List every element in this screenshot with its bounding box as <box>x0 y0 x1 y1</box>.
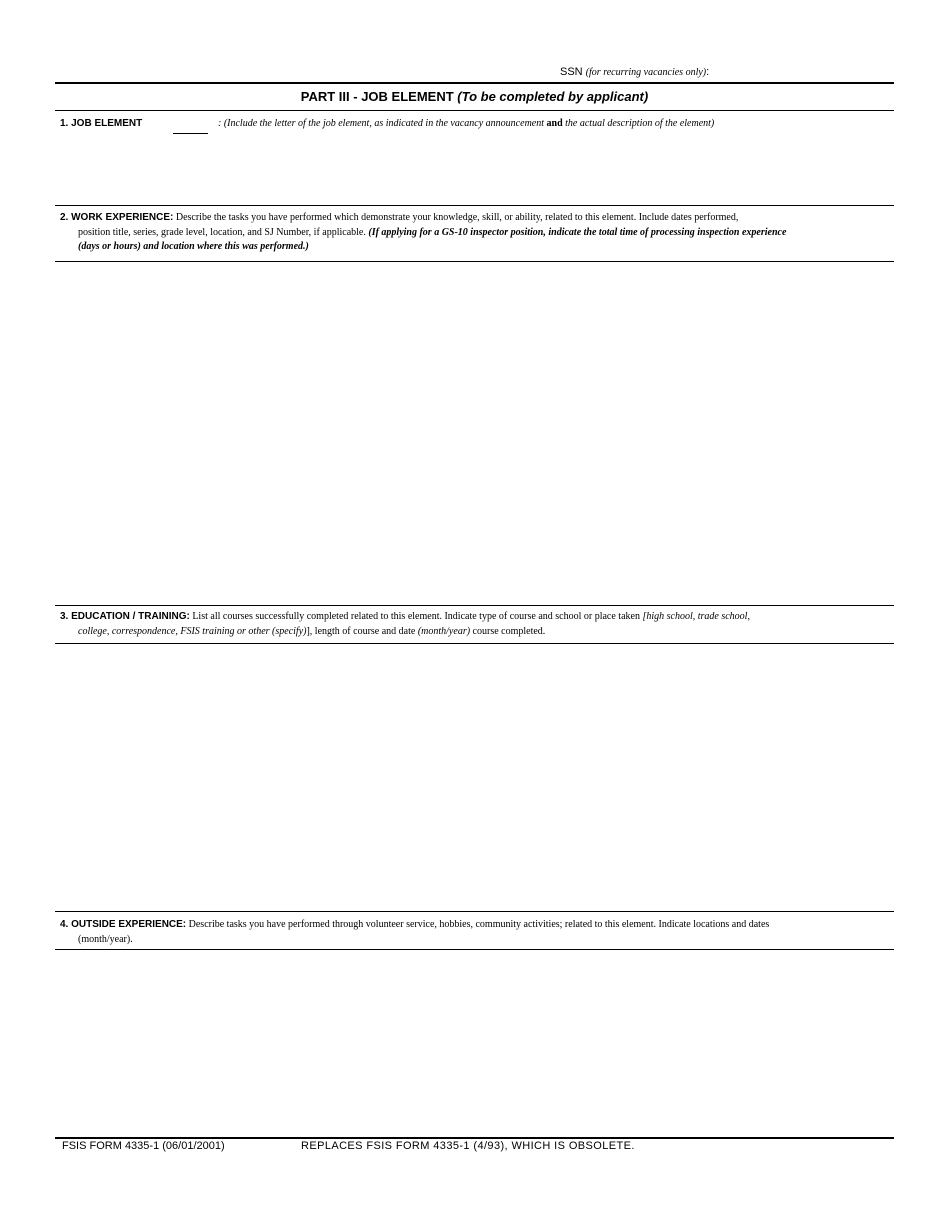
education-text-c: college, correspondence, FSIS training or other (specify) <box>78 625 307 637</box>
ssn-field-label <box>560 66 709 78</box>
job-element-instructions <box>218 118 714 129</box>
header-top-rule <box>55 82 894 84</box>
part-title-main: PART III - JOB ELEMENT <box>300 89 454 104</box>
replaces-notice: REPLACES FSIS FORM 4335-1 (4/93), WHICH IS OBSOLETE. <box>301 1140 635 1152</box>
part-title-subtitle: (To be completed by applicant) <box>457 89 649 104</box>
ssn-colon: : <box>706 66 710 78</box>
work-experience-text-a: Describe the tasks you have performed which demonstrate your knowledge, skill, or ability, related to this element. Include dates performed, <box>173 212 739 223</box>
form-id: FSIS FORM 4335-1 (06/01/2001) <box>62 1140 225 1152</box>
section4-top-rule <box>55 911 894 912</box>
job-element-letter-field[interactable] <box>173 133 208 134</box>
section4-answer-rule <box>55 949 894 950</box>
section1-top-rule <box>55 110 894 111</box>
education-training-instructions <box>60 610 890 639</box>
job-element-label: 1. JOB ELEMENT <box>60 118 143 129</box>
education-training-label: 3. EDUCATION / TRAINING: <box>60 611 190 622</box>
footer-rule <box>55 1137 894 1139</box>
work-experience-label: 2. WORK EXPERIENCE: <box>60 212 174 223</box>
outside-experience-text-a: Describe tasks you have performed through volunteer service, hobbies, community activities; related to this element. Indicate locations and dates <box>186 919 770 930</box>
section2-answer-rule <box>55 261 894 262</box>
outside-experience-answer-area[interactable] <box>55 951 894 1135</box>
job-element-note-b: and <box>546 118 563 129</box>
work-experience-text-d: (days or hours) and location where this was performed.) <box>78 241 309 252</box>
part-title <box>55 89 894 104</box>
ssn-label: SSN <box>560 66 583 78</box>
section3-top-rule <box>55 605 894 606</box>
work-experience-instructions <box>60 211 890 255</box>
work-experience-text-b: position title, series, grade level, location, and SJ Number, if applicable. <box>78 226 369 238</box>
section3-answer-rule <box>55 643 894 644</box>
work-experience-text-c: (If applying for a GS-10 inspector position, indicate the total time of processing inspection experience <box>368 226 787 238</box>
outside-experience-text-b: (month/year). <box>78 933 133 945</box>
education-text-a: List all courses successfully completed related to this element. Indicate type of course and school or place taken <box>189 611 643 622</box>
job-element-answer-area[interactable] <box>55 140 894 204</box>
education-text-e: (month/year) <box>417 625 471 637</box>
work-experience-answer-area[interactable] <box>55 263 894 603</box>
education-training-answer-area[interactable] <box>55 645 894 909</box>
education-text-f: course completed. <box>470 625 546 637</box>
ssn-note: (for recurring vacancies only) <box>585 67 707 78</box>
education-text-b: [high school, trade school, <box>642 611 750 622</box>
education-text-d: ], length of course and date <box>306 625 418 637</box>
outside-experience-label: 4. OUTSIDE EXPERIENCE: <box>60 919 187 930</box>
section2-top-rule <box>55 205 894 206</box>
job-element-note-a: : (Include the letter of the job element, as indicated in the vacancy announcement <box>218 118 547 129</box>
job-element-note-c: the actual description of the element) <box>562 118 715 129</box>
outside-experience-instructions <box>60 918 890 947</box>
